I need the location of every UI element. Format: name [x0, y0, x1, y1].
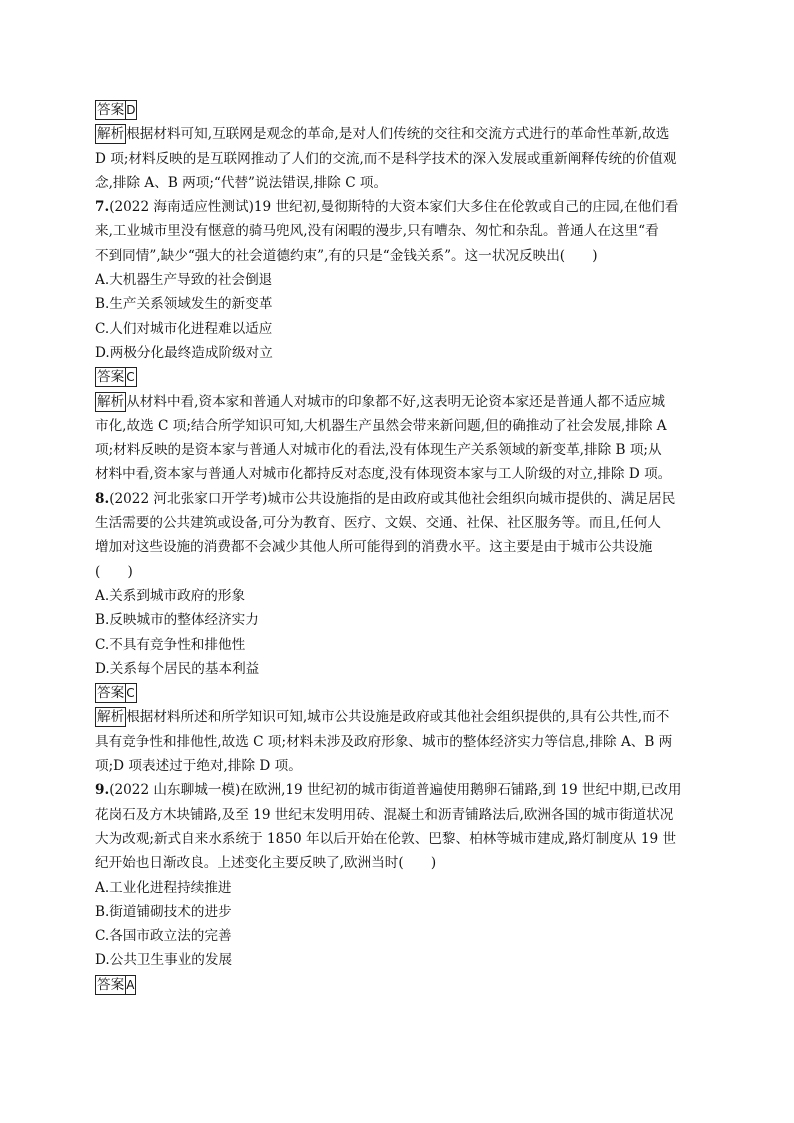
answer-tag: 答案	[97, 102, 125, 118]
question-stem-line: 来,工业城市里没有惬意的骑马兜风,没有闲暇的漫步,只有嘈杂、匆忙和杂乱。普通人在这里“看	[95, 223, 659, 240]
answer-value: C	[126, 367, 136, 387]
answer-value: C	[126, 683, 136, 703]
option-b: B.反映城市的整体经济实力	[95, 612, 259, 629]
analysis-line: 材料中看,资本家与普通人对城市化都持反对态度,没有体现资本家与工人阶级的对立,排除 D 项。	[95, 466, 672, 483]
analysis-line: D 项;材料反映的是互联网推动了人们的交流,而不是科学技术的深入发展或重新阐释传统的价值观	[95, 150, 677, 167]
option-c: C.不具有竞争性和排他性	[95, 636, 246, 653]
option-c: C.各国市政立法的完善	[95, 928, 232, 945]
answer-row	[95, 365, 707, 389]
answer-tag: 答案	[97, 369, 125, 386]
question-number: 9.	[95, 782, 110, 799]
analysis-text: 根据材料所述和所学知识可知,城市公共设施是政府或其他社会组织提供的,具有公共性,而不	[126, 709, 670, 726]
question-stem-text: (2022 山东聊城一模)在欧洲,19 世纪初的城市街道普遍使用鹅卵石铺路,到 19 世纪中期,已改用	[109, 782, 682, 799]
question-stem-text: (2022 河北张家口开学考)城市公共设施指的是由政府或其他社会组织向城市提供的、满足居民	[109, 490, 676, 507]
analysis-tag: 解析	[97, 126, 125, 143]
question-stem-line: 花岗石及方木块铺路,及至 19 世纪末发明用砖、混凝土和沥青铺路法后,欧洲各国的城市街道状况	[95, 806, 674, 823]
analysis-text: 根据材料可知,互联网是观念的革命,是对人们传统的交往和交流方式进行的革命性革新,故选	[126, 126, 670, 143]
answer-row	[95, 681, 707, 705]
analysis-line: 具有竞争性和排他性,故选 C 项;材料未涉及政府形象、城市的整体经济实力等信息,排除 A、B 两	[95, 733, 673, 750]
analysis-line: 念,排除 A、B 两项;“代替”说法错误,排除 C 项。	[95, 174, 388, 191]
answer-value: D	[126, 100, 137, 120]
analysis-tag: 解析	[97, 393, 125, 410]
analysis-line	[95, 390, 707, 414]
question-stem-line: 生活需要的公共建筑或设备,可分为教育、医疗、文娱、交通、社保、社区服务等。而且,任何人	[95, 515, 661, 532]
question-stem-text: (2022 海南适应性测试)19 世纪初,曼彻斯特的大资本家们大多住在伦敦或自己的庄园,在他们看	[109, 199, 679, 216]
option-b: B.生产关系领域发生的新变革	[95, 296, 273, 313]
question-stem-line: 纪开始也日渐改良。上述变化主要反映了,欧洲当时( )	[95, 855, 437, 872]
option-a: A.工业化进程持续推进	[95, 879, 232, 896]
option-d: D.公共卫生事业的发展	[95, 952, 233, 969]
question-stem-line: 大为改观;新式自来水系统于 1850 年以后开始在伦敦、巴黎、柏林等城市建成,路灯制度从 19 世	[95, 830, 677, 847]
answer-tag: 答案	[97, 976, 125, 993]
analysis-line	[95, 122, 707, 146]
answer-row	[95, 973, 707, 997]
option-d: D.关系每个居民的基本利益	[95, 660, 260, 677]
question-stem-line	[95, 195, 707, 219]
analysis-tag: 解析	[97, 709, 125, 726]
analysis-line: 项;D 项表述过于绝对,排除 D 项。	[95, 758, 302, 775]
option-b: B.街道铺砌技术的进步	[95, 903, 232, 920]
analysis-line: 项;材料反映的是资本家与普通人对城市化的看法,没有体现生产关系领域的新变革,排除 B 项;从	[95, 442, 662, 459]
option-d: D.两极分化最终造成阶级对立	[95, 344, 273, 361]
answer-row	[95, 98, 707, 122]
question-number: 8.	[95, 490, 110, 507]
question-stem-line: 增加对这些设施的消费都不会减少其他人所可能得到的消费水平。这主要是由于城市公共设施	[95, 539, 653, 556]
answer-value: A	[126, 975, 136, 995]
question-stem-line: 不到同情”,缺少“强大的社会道德约束”,有的只是“金钱关系”。这一状况反映出( )	[95, 247, 598, 264]
answer-tag: 答案	[97, 685, 125, 702]
analysis-line	[95, 705, 707, 729]
question-number: 7.	[95, 199, 110, 216]
analysis-text: 从材料中看,资本家和普通人对城市的印象都不好,这表明无论资本家还是普通人都不适应城	[126, 393, 665, 410]
option-a: A.关系到城市政府的形象	[95, 587, 246, 604]
option-c: C.人们对城市化进程难以适应	[95, 320, 273, 337]
analysis-line: 市化,故选 C 项;结合所学知识可知,大机器生产虽然会带来新问题,但的确推动了社会发展,排除 A	[95, 417, 667, 434]
worksheet-content	[95, 98, 707, 997]
question-stem-line	[95, 487, 707, 511]
option-a: A.大机器生产导致的社会倒退	[95, 272, 273, 289]
question-stem-line: ( )	[95, 563, 133, 580]
question-stem-line	[95, 778, 707, 802]
